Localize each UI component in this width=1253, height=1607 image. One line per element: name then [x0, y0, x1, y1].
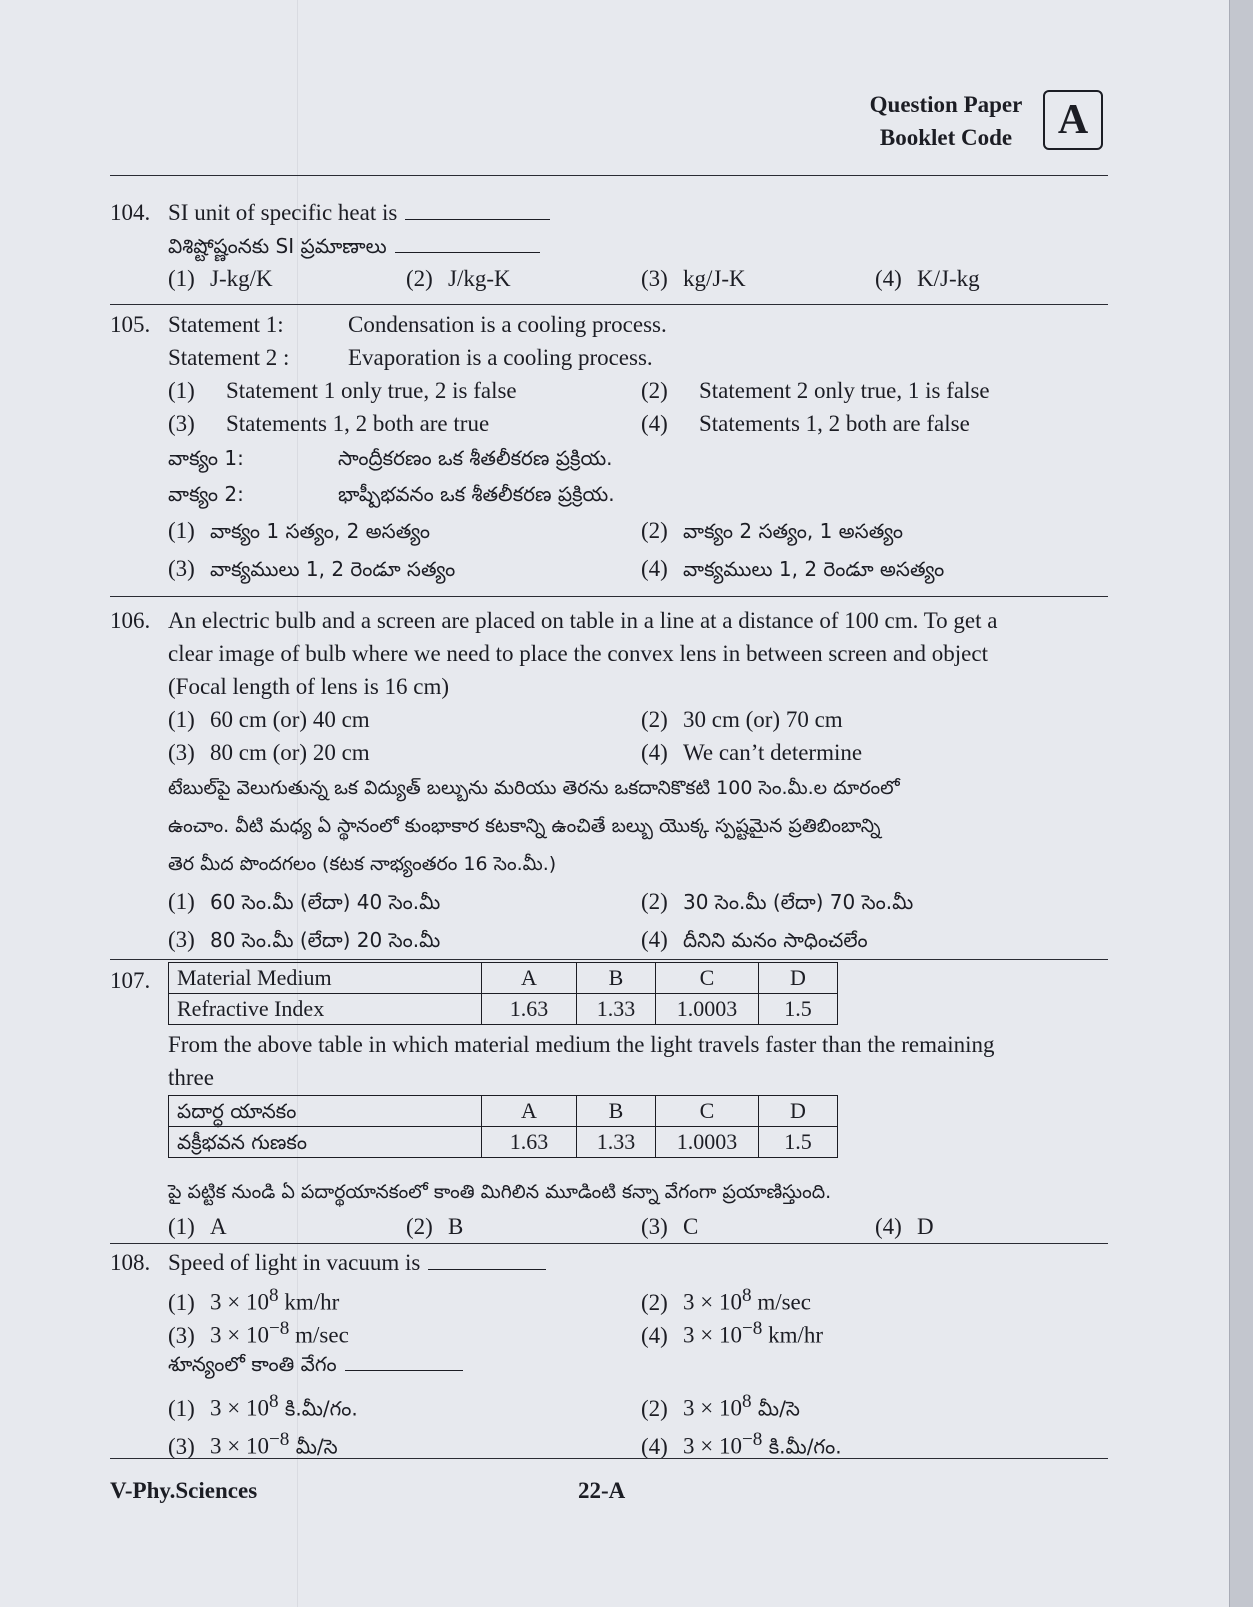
table-cell: 1.63 — [482, 1127, 577, 1158]
option-2: (2) B — [406, 1214, 464, 1239]
table-row-label: వక్రీభవన గుణకం — [169, 1127, 482, 1158]
option-2: (2) Statement 2 only true, 1 is false — [641, 378, 990, 403]
statement-1-text: Condensation is a cooling process. — [348, 312, 667, 337]
booklet-code-label — [856, 88, 1036, 154]
question-text: SI unit of specific heat is — [168, 200, 398, 225]
option-4: (4) K/J-kg — [875, 266, 980, 291]
booklet-code-header — [856, 84, 1118, 160]
table-cell: 1.33 — [577, 994, 656, 1025]
answer-blank — [405, 197, 550, 220]
question-divider — [110, 1243, 1108, 1244]
table-header-cell: D — [759, 963, 838, 994]
option-3-telugu: (3) వాక్యములు 1, 2 రెండూ సత్యం — [168, 556, 456, 581]
option-1: (1) J-kg/K — [168, 266, 273, 291]
option-2-telugu: (2) $3 \times 10^8$ మీ/సె — [641, 1391, 800, 1421]
option-3: (3) kg/J-K — [641, 266, 746, 291]
question-divider — [110, 959, 1108, 960]
question-107-text — [110, 1028, 1110, 1094]
option-2: (2) 30 cm (or) 70 cm — [641, 707, 843, 732]
option-2: (2) J/kg-K — [406, 266, 511, 291]
table-header-cell: C — [656, 1096, 759, 1127]
option-1-telugu: (1) $3 \times 10^8$ కి.మీ/గం. — [168, 1391, 358, 1421]
question-105 — [110, 308, 1110, 588]
statement-1-label: Statement 1: — [168, 312, 284, 337]
table-row-label: Refractive Index — [169, 994, 482, 1025]
footer-subject: V-Phy.Sciences — [110, 1478, 258, 1503]
next-page-edge — [1229, 0, 1253, 1607]
table-cell: 1.63 — [482, 994, 577, 1025]
option-1: (1) A — [168, 1214, 227, 1239]
statement-2-label-telugu: వాక్యం 2: — [168, 482, 244, 506]
table-row-label: Material Medium — [169, 963, 482, 994]
question-number: 105. — [110, 312, 151, 337]
option-3-telugu: (3) 80 సెం.మీ (లేదా) 20 సెం.మీ — [168, 927, 441, 952]
statement-2-text-telugu: భాష్పీభవనం ఒక శీతలీకరణ ప్రక్రియ. — [338, 482, 615, 506]
booklet-code-box: A — [1043, 90, 1103, 150]
option-2: (2) $3 \times 10^8$ m/sec — [641, 1285, 811, 1315]
table-cell: 1.0003 — [656, 1127, 759, 1158]
table-cell: 1.5 — [759, 1127, 838, 1158]
question-text-telugu: విశిష్టోష్ణంనకు SI ప్రమాణాలు — [168, 234, 387, 258]
option-3: (3) Statements 1, 2 both are true — [168, 411, 490, 436]
option-4: (4) We can’t determine — [641, 740, 863, 765]
question-number: 104. — [110, 200, 151, 225]
question-number: 107. — [110, 968, 151, 993]
question-108 — [110, 1246, 1110, 1459]
option-1-telugu: (1) వాక్యం 1 సత్యం, 2 అసత్యం — [168, 518, 431, 543]
option-4: (4) D — [875, 1214, 934, 1239]
question-text-telugu: శూన్యంలో కాంతి వేగం — [168, 1352, 337, 1376]
table-header-cell: A — [482, 1096, 577, 1127]
table-header-cell: D — [759, 1096, 838, 1127]
option-3: (3) C — [641, 1214, 699, 1239]
question-text: Speed of light in vacuum is — [168, 1250, 421, 1275]
option-3-telugu: (3) $3 \times 10^{-8}$ మీ/సె — [168, 1429, 338, 1459]
option-1: (1) 60 cm (or) 40 cm — [168, 707, 370, 732]
refractive-index-table — [168, 962, 838, 1025]
footer-page-number: 22-A — [578, 1478, 626, 1503]
header-label-line2: Booklet Code — [879, 125, 1013, 150]
option-3: (3) $3 \times 10^{-8}$ m/sec — [168, 1318, 349, 1348]
statement-1-text-telugu: సాంద్రీకరణం ఒక శీతలీకరణ ప్రక్రియ. — [338, 446, 613, 470]
table-header-cell: B — [577, 1096, 656, 1127]
statement-1-label-telugu: వాక్యం 1: — [168, 446, 244, 470]
question-text-telugu-line2: ఉంచాం. వీటి మధ్య ఏ స్థానంలో కుంభాకార కటకాన్ని ఉంచితే బల్బు యొక్క స్పష్టమైన ప్రతిబింబాన్ని — [168, 815, 881, 837]
question-text-telugu-line1: టేబుల్‌పై వెలుగుతున్న ఒక విద్యుత్ బల్బును మరియు తెరను ఒకదానికొకటి 100 సెం.మీ.ల దూరంలో — [168, 777, 900, 799]
question-divider — [110, 596, 1108, 597]
question-text-line2: clear image of bulb where we need to place the convex lens in between screen and object — [168, 641, 988, 666]
table-header-cell: A — [482, 963, 577, 994]
question-text-line2: three — [168, 1065, 214, 1090]
option-4: (4) $3 \times 10^{-8}$ km/hr — [641, 1318, 824, 1348]
option-1: (1) Statement 1 only true, 2 is false — [168, 378, 517, 403]
option-4: (4) Statements 1, 2 both are false — [641, 411, 970, 436]
table-cell: 1.0003 — [656, 994, 759, 1025]
statement-2-label: Statement 2 : — [168, 345, 290, 370]
question-text-telugu: పై పట్టిక నుండి ఏ పదార్థయానకంలో కాంతి మిగిలిన మూడింటి కన్నా వేగంగా ప్రయాణిస్తుంది. — [168, 1181, 832, 1203]
question-number: 108. — [110, 1250, 151, 1275]
option-4-telugu: (4) $3 \times 10^{-8}$ కి.మీ/గం. — [641, 1429, 842, 1459]
question-number: 106. — [110, 608, 151, 633]
question-text-line3: (Focal length of lens is 16 cm) — [168, 674, 450, 699]
statement-2-text: Evaporation is a cooling process. — [348, 345, 653, 370]
header-divider — [110, 175, 1108, 176]
question-divider — [110, 304, 1108, 305]
option-4-telugu: (4) దీనిని మనం సాధించలేం — [641, 927, 868, 952]
question-divider — [110, 1458, 1108, 1459]
option-1: (1) $3 \times 10^8$ km/hr — [168, 1285, 340, 1315]
question-107-telugu — [110, 1174, 1110, 1243]
table-row-label: పదార్ధ యానకం — [169, 1096, 482, 1127]
table-header-cell: B — [577, 963, 656, 994]
question-106 — [110, 604, 1110, 959]
option-4-telugu: (4) వాక్యములు 1, 2 రెండూ అసత్యం — [641, 556, 945, 581]
header-label-line1: Question Paper — [869, 92, 1023, 117]
question-text-telugu-line3: తెర మీద పొందగలం (కటక నాభ్యంతరం 16 సెం.మీ.) — [168, 853, 557, 875]
question-text-line1: From the above table in which material medium the light travels faster than the remaining — [168, 1032, 995, 1057]
answer-blank — [428, 1247, 546, 1270]
refractive-index-table-telugu — [168, 1095, 838, 1158]
option-1-telugu: (1) 60 సెం.మీ (లేదా) 40 సెం.మీ — [168, 889, 441, 914]
table-cell: 1.5 — [759, 994, 838, 1025]
option-2-telugu: (2) 30 సెం.మీ (లేదా) 70 సెం.మీ — [641, 889, 914, 914]
question-text-line1: An electric bulb and a screen are placed on table in a line at a distance of 100 cm. To get a — [168, 608, 998, 633]
table-cell: 1.33 — [577, 1127, 656, 1158]
table-header-cell: C — [656, 963, 759, 994]
option-3: (3) 80 cm (or) 20 cm — [168, 740, 370, 765]
answer-blank — [345, 1348, 463, 1371]
option-2-telugu: (2) వాక్యం 2 సత్యం, 1 అసత్యం — [641, 518, 904, 543]
question-104 — [110, 196, 1110, 295]
answer-blank — [395, 230, 540, 253]
